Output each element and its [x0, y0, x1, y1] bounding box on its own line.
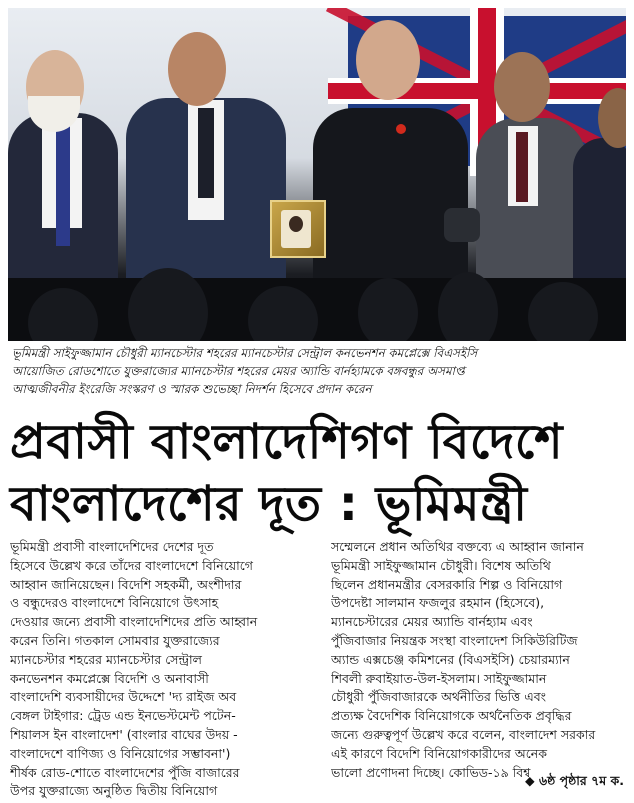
- body-line: ছিলেন প্রধানমন্ত্রীর বেসরকারি শিল্প ও বিনিয়োগ: [331, 576, 563, 592]
- headline-line-1: প্রবাসী বাংলাদেশিগণ বিদেশে: [10, 414, 564, 470]
- body-line: ভূমিমন্ত্রী প্রবাসী বাংলাদেশিদের দেশের দূত: [10, 539, 214, 554]
- body-line: বাংলাদেশি ব্যবসায়ীদের উদ্দেশে 'দ্য রাইজ অব: [10, 689, 237, 705]
- framed-portrait: [270, 200, 326, 258]
- body-line: ম্যানচেস্টার শহরের ম্যানচেস্টার সেন্ট্রাল: [10, 651, 202, 667]
- body-line: উপদেষ্টা সালমান ফজলুর রহমান (হিসেবে),: [331, 595, 545, 611]
- body-line: শীর্ষক রোড-শোতে বাংলাদেশের পুঁজি বাজারের: [10, 764, 240, 780]
- body-line: ভালো প্রণোদনা দিচ্ছে। কোভিড-১৯ বিশ্ব: [331, 764, 531, 780]
- body-line: জন্যে গুরুত্বপূর্ণ উল্লেখ করে বলেন, বাংলাদেশ সরকার: [331, 726, 596, 742]
- caption-line: আয়োজিত রোডশোতে যুক্তরাজ্যের ম্যানচেস্টার শহরের মেয়র অ্যান্ডি বার্নহ্যামকে বঙ্গবন্ধুর অসমাপ্ত: [12, 364, 465, 378]
- photo-caption: [12, 344, 626, 398]
- body-line: হিসেবে উল্লেখ করে তাঁদের বাংলাদেশে বিনিয়োগে: [10, 557, 253, 573]
- body-line: আহ্বান জানিয়েছেন। বিদেশি সহকর্মী, অংশীদার: [10, 576, 242, 592]
- body-line: বাংলাদেশে বাণিজ্য ও বিনিয়োগের সম্ভাবনা'): [10, 745, 231, 761]
- body-line: এই কারণে বিদেশি বিনিয়োগকারীদের অনেক: [331, 745, 547, 761]
- body-line: সম্মেলনে প্রধান অতিথির বক্তব্যে এ আহ্বান জানান: [331, 539, 584, 554]
- article-column-right: [331, 538, 629, 782]
- article-column-left: [10, 538, 308, 801]
- body-line: বেঙ্গল টাইগার: ট্রেড এন্ড ইনভেস্টমেন্ট পটেন-: [10, 708, 236, 724]
- camera-icon: [444, 208, 480, 242]
- body-line: প্রত্যক্ষ বৈদেশিক বিনিয়োগকে অর্থনৈতিক প্রবৃদ্ধির: [331, 708, 572, 724]
- body-line: উপর যুক্তরাজ্যে অনুষ্ঠিত দ্বিতীয় বিনিয়োগ: [10, 783, 218, 799]
- body-line: করেন তিনি। গতকাল সোমবার যুক্তরাজ্যের: [10, 632, 220, 648]
- body-line: কনভেনশন কমপ্লেক্সে বিদেশি ও অনাবাসী: [10, 670, 209, 686]
- body-line: অ্যান্ড এক্সচেঞ্জ কমিশনের (বিএসইসি) চেয়ারম্যান: [331, 651, 570, 667]
- body-line: পুঁজিবাজার নিয়ন্ত্রক সংস্থা বাংলাদেশ সিকিউরিটিজ: [331, 632, 578, 648]
- body-line: শিবলী রুবাইয়াত-উল-ইসলাম। সাইফুজ্জামান: [331, 670, 547, 686]
- body-line: চৌধুরী পুঁজিবাজারকে অর্থনীতির ভিত্তি এবং: [331, 689, 547, 705]
- body-line: শিয়ালস ইন বাংলাদেশ' (বাংলার বাঘের উদয় -: [10, 726, 238, 742]
- audience-silhouettes: [8, 278, 626, 341]
- poppy-icon: [396, 124, 406, 134]
- body-line: ম্যানচেস্টারের মেয়র অ্যান্ডি বার্নহ্যাম এবং: [331, 614, 533, 630]
- headline-line-2: বাংলাদেশের দূত : ভূমিমন্ত্রী: [10, 476, 528, 532]
- body-line: ভূমিমন্ত্রী সাইফুজ্জামান চৌধুরী। বিশেষ অতিথি: [331, 557, 551, 573]
- body-line: ও বন্ধুদেরও বাংলাদেশে বিনিয়োগে উৎসাহ: [10, 595, 219, 611]
- news-photo: [8, 8, 626, 341]
- body-line: দেওয়ার জন্যে প্রবাসী বাংলাদেশিদের প্রতি আহ্বান: [10, 614, 258, 630]
- caption-line: ভূমিমন্ত্রী সাইফুজ্জামান চৌধুরী ম্যানচেস্টার শহরের ম্যানচেস্টার সেন্ট্রাল কনভেনশন কমপ্লেক্সে বিএসইসি: [12, 346, 478, 360]
- continued-on-page-note: ◆ ৬ষ্ঠ পৃষ্ঠার ৭ম ক.: [525, 773, 624, 788]
- caption-line: আত্মজীবনীর ইংরেজি সংস্করণ ও স্মারক শুভেচ্ছা নিদর্শন হিসেবে প্রদান করেন: [12, 382, 372, 396]
